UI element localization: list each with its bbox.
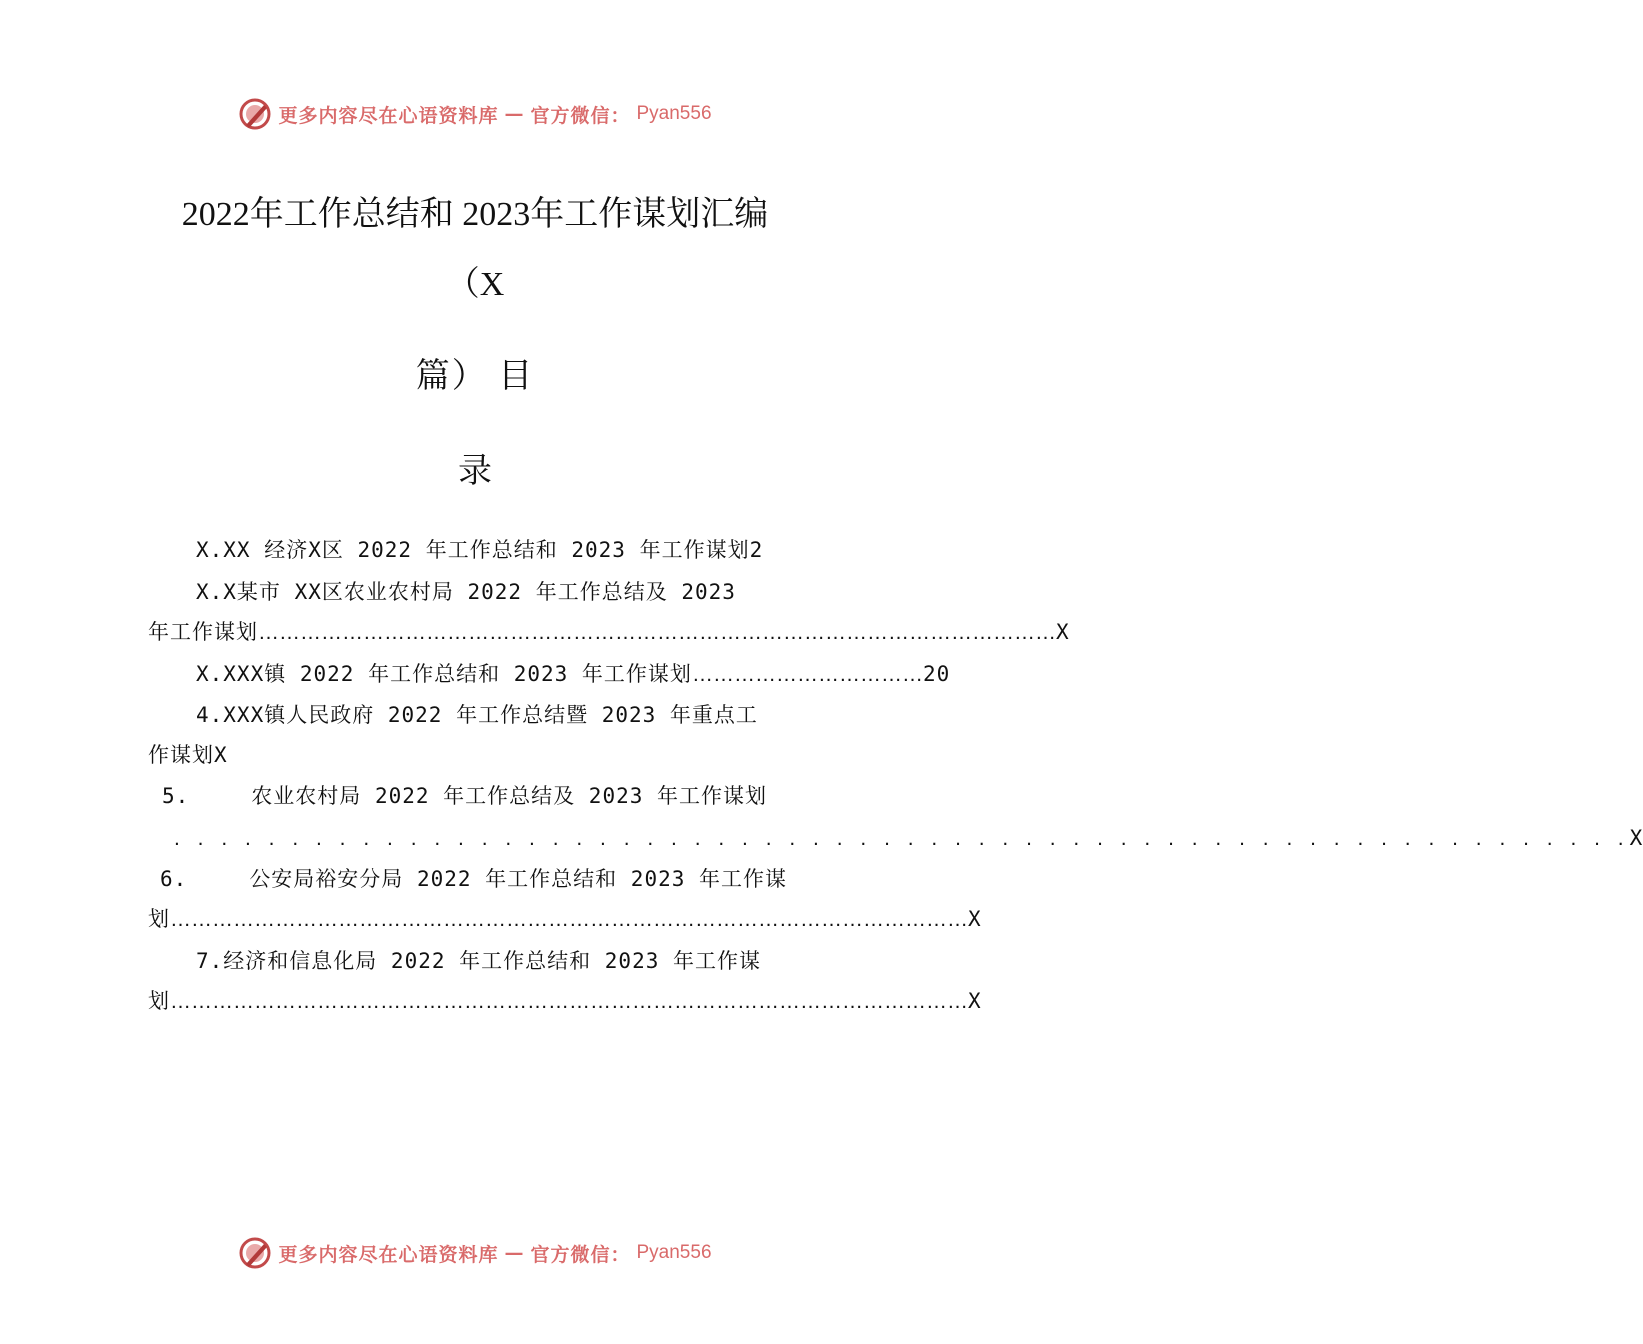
watermark-separator: — <box>504 1242 525 1264</box>
toc-item-7-line1: 7.经济和信息化局 2022 年工作总结和 2023 年工作谋 <box>196 949 762 973</box>
watermark-text: 更多内容尽在心语资料库 <box>278 104 499 127</box>
watermark-text: 更多内容尽在心语资料库 <box>278 1243 499 1266</box>
watermark-banner-bottom <box>0 1233 950 1273</box>
watermark-label: 官方微信： <box>530 104 631 127</box>
toc-item-6-line2: 划 <box>148 907 170 931</box>
document-title-line4: 录 <box>458 453 492 490</box>
document-title-line2: （X <box>445 266 505 303</box>
toc-item-1-page: 2 <box>749 538 764 562</box>
toc-item-2-line2: 年工作谋划 <box>148 620 258 644</box>
watermark-banner-top <box>0 94 950 134</box>
toc-item-7[interactable] <box>196 941 761 981</box>
toc-item-2-page: X <box>1056 620 1070 644</box>
toc-leader-dots: …………………………………………………………………………………………………… <box>258 621 1056 644</box>
watermark-wechat-id: Pyan556 <box>636 103 712 124</box>
toc-item-5[interactable] <box>162 776 767 816</box>
watermark-label: 官方微信： <box>530 1243 631 1266</box>
watermark-separator: — <box>504 103 525 125</box>
toc-item-2-line1: X.X某市 XX区农业农村局 2022 年工作总结及 2023 <box>196 580 736 604</box>
toc-item-3[interactable] <box>196 654 951 694</box>
toc-leader-dots: …………………………… <box>691 663 923 686</box>
toc-leader-dots: . . . . . . . . . . . . . . . . . . . . . . . . . . . . . . . . . . . . . . . . . . . . . . . . . . . . . . . . . . . . . . <box>174 827 1630 850</box>
toc-item-6-cont[interactable] <box>148 899 982 939</box>
toc-item-7-page: X <box>968 989 982 1013</box>
toc-item-6-page: X <box>968 907 982 931</box>
toc-item-7-cont[interactable] <box>148 981 982 1021</box>
toc-item-3-page: 20 <box>922 662 951 686</box>
toc-item-5-number: 5. <box>162 784 190 808</box>
toc-item-6-text: 公安局裕安分局 2022 年工作总结和 2023 年工作谋 <box>249 867 788 891</box>
toc-item-5-text: 农业农村局 2022 年工作总结及 2023 年工作谋划 <box>251 784 768 808</box>
toc-item-7-line2: 划 <box>148 989 170 1013</box>
toc-item-6-number: 6. <box>160 867 188 891</box>
toc-item-3-text: X.XXX镇 2022 年工作总结和 2023 年工作谋划 <box>196 662 692 686</box>
toc-item-5-page: X <box>1629 826 1643 850</box>
toc-item-4-line1: 4.XXX镇人民政府 2022 年工作总结暨 2023 年重点工 <box>196 703 758 727</box>
toc-item-4[interactable] <box>196 695 758 735</box>
document-title: 2022年工作总结和 2023年工作谋划汇编 <box>181 196 769 233</box>
toc-leader-dots: …………………………………………………………………………………………………… <box>170 990 968 1013</box>
toc-item-4-line2: 作谋划X <box>148 743 228 767</box>
toc-item-6[interactable] <box>160 859 787 899</box>
toc-item-4-cont[interactable] <box>148 735 228 775</box>
toc-item-2[interactable] <box>196 572 736 612</box>
toc-item-5-cont[interactable] <box>174 818 1643 858</box>
toc-item-2-cont[interactable] <box>148 612 1070 652</box>
toc-leader-dots: …………………………………………………………………………………………………… <box>170 908 968 931</box>
pen-logo-icon <box>238 97 272 131</box>
toc-item-1[interactable] <box>196 530 763 570</box>
pen-logo-icon <box>238 1236 272 1270</box>
toc-item-1-text: X.XX 经济X区 2022 年工作总结和 2023 年工作谋划 <box>196 538 750 562</box>
document-title-line3: 篇） 目 <box>415 358 535 395</box>
watermark-wechat-id: Pyan556 <box>636 1242 712 1263</box>
